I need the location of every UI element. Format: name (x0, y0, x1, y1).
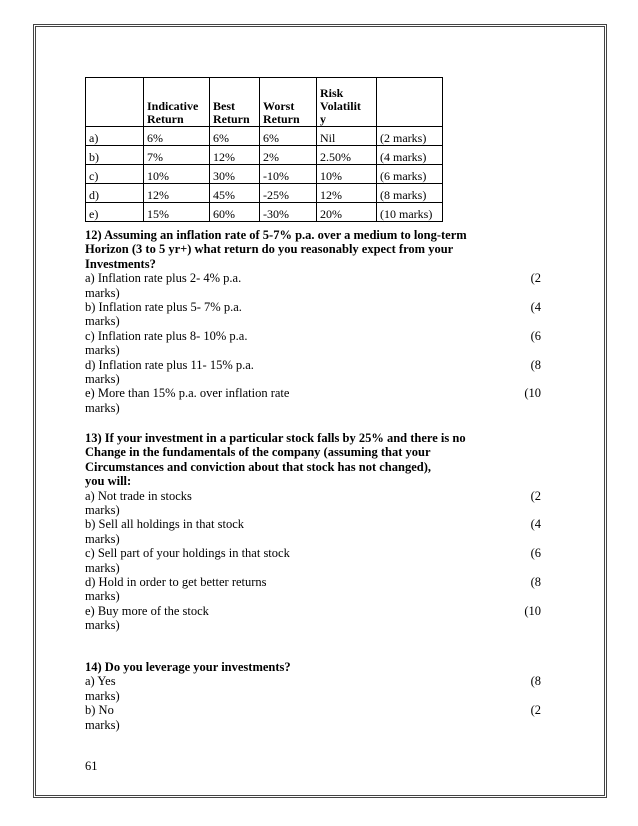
table-cell: d) (86, 184, 144, 203)
table-row (86, 127, 443, 146)
table-cell: 12% (317, 184, 377, 203)
table-row (86, 146, 443, 165)
q12-option-a: a) Inflation rate plus 2- 4% p.a. (2 marks) (85, 271, 541, 300)
table-cell: -10% (260, 165, 317, 184)
table-cell: 12% (144, 184, 210, 203)
table-cell: 60% (210, 203, 260, 222)
table-cell: a) (86, 127, 144, 146)
risk-return-table (85, 77, 443, 222)
question-13-text: 13) If your investment in a particular stock falls by 25% and there is no Change in the fundamentals of the company (assuming that your Circumstances and conviction about that stock has not changed), you will: (85, 431, 466, 489)
table-cell: 45% (210, 184, 260, 203)
table-cell: (10 marks) (377, 203, 443, 222)
q14-option-b: b) No (2 marks) (85, 703, 541, 732)
q13-option-d: d) Hold in order to get better returns (8 marks) (85, 575, 541, 604)
q13-option-a: a) Not trade in stocks (2 marks) (85, 488, 541, 518)
table-cell: 6% (144, 127, 210, 146)
table-row (86, 184, 443, 203)
q12-option-e: e) More than 15% p.a. over inflation rate (10 marks) (85, 386, 541, 415)
table-cell: -25% (260, 184, 317, 203)
table-cell: 2.50% (317, 146, 377, 165)
header-cell-blank (86, 78, 144, 127)
header-worst-return: Worst Return (260, 78, 317, 127)
table-cell: b) (86, 146, 144, 165)
header-best-return: Best Return (210, 78, 260, 127)
table-row (86, 203, 443, 222)
table-row (86, 165, 443, 184)
header-cell-marks (377, 78, 443, 127)
table-header-row (86, 78, 443, 127)
table-cell: Nil (317, 127, 377, 146)
page-number: 61 (85, 759, 98, 773)
question-12 (85, 228, 547, 415)
table-cell: 10% (317, 165, 377, 184)
q12-option-d: d) Inflation rate plus 11- 15% p.a. (8 marks) (85, 357, 541, 387)
table-cell: 2% (260, 146, 317, 165)
question-12-text: 12) Assuming an inflation rate of 5-7% p.a. over a medium to long-term Horizon (3 to 5 yr+) what return do you reasonably expect from your Investments? (85, 228, 467, 271)
header-indicative-return: Indicative Return (144, 78, 210, 127)
q13-option-c: c) Sell part of your holdings in that stock (6 marks) (85, 546, 541, 575)
table-cell: 20% (317, 203, 377, 222)
table-cell: 10% (144, 165, 210, 184)
table-cell: c) (86, 165, 144, 184)
q12-option-c: c) Inflation rate plus 8- 10% p.a. (6 marks) (85, 328, 541, 358)
q13-option-b: b) Sell all holdings in that stock (4 marks) (85, 517, 541, 546)
table-cell: (2 marks) (377, 127, 443, 146)
table-cell: (8 marks) (377, 184, 443, 203)
table-cell: 6% (210, 127, 260, 146)
table-cell: (4 marks) (377, 146, 443, 165)
question-14 (85, 660, 547, 732)
q13-option-e: e) Buy more of the stock (10 marks) (85, 603, 541, 633)
question-13 (85, 431, 547, 633)
table-cell: 15% (144, 203, 210, 222)
q12-option-b: b) Inflation rate plus 5- 7% p.a. (4 marks) (85, 300, 541, 329)
table-cell: 7% (144, 146, 210, 165)
table-cell: -30% (260, 203, 317, 222)
table-cell: 12% (210, 146, 260, 165)
table-cell: 30% (210, 165, 260, 184)
table-cell: e) (86, 203, 144, 222)
header-risk-volatility: Risk Volatilit y (317, 78, 377, 127)
table-cell: (6 marks) (377, 165, 443, 184)
question-14-text: 14) Do you leverage your investments? (85, 660, 291, 674)
q14-option-a: a) Yes (8 marks) (85, 674, 541, 703)
table-cell: 6% (260, 127, 317, 146)
